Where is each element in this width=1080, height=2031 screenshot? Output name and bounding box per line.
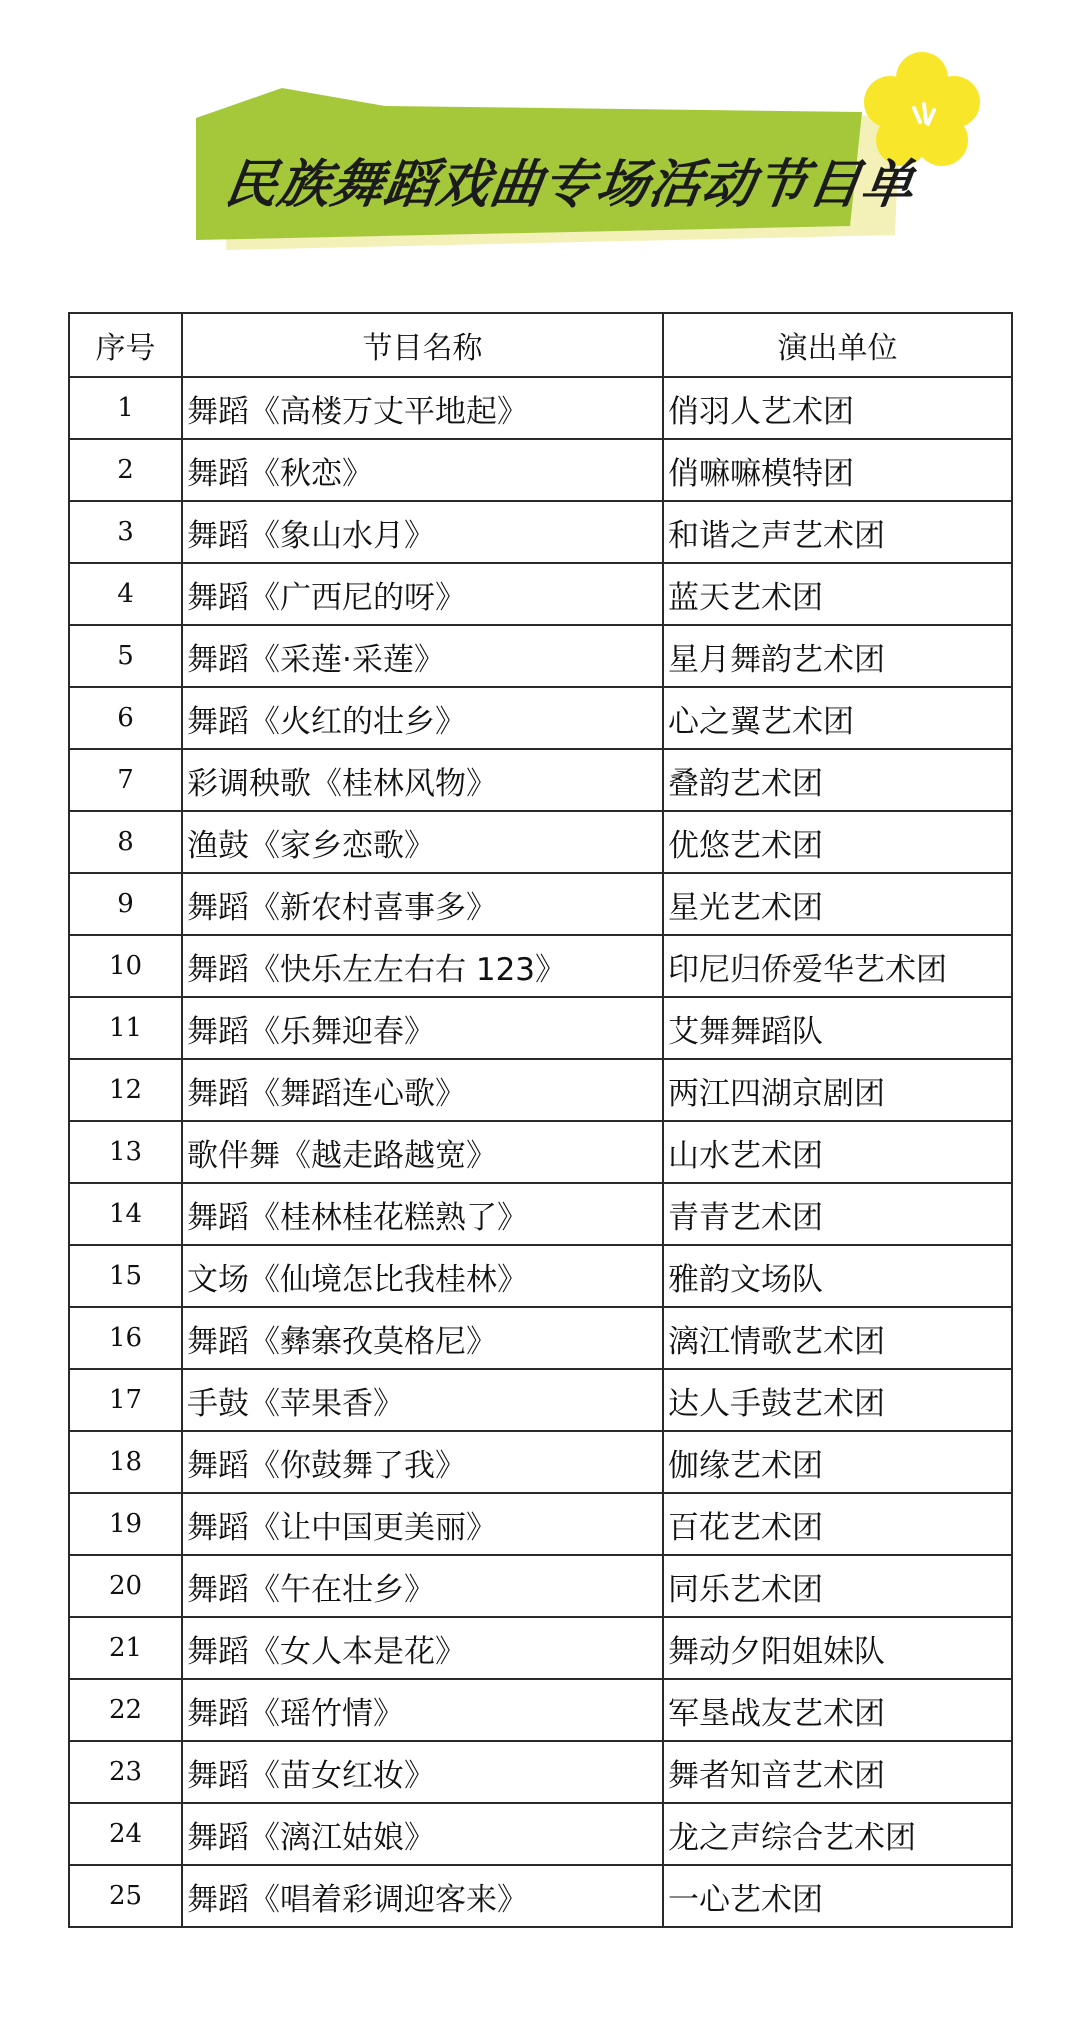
table-row (69, 501, 1012, 563)
program-name-cell: 舞蹈《午在壮乡》 (182, 1555, 663, 1617)
program-name-cell: 舞蹈《高楼万丈平地起》 (182, 377, 663, 439)
serial-number-cell: 14 (69, 1183, 182, 1245)
performing-unit-cell: 心之翼艺术团 (663, 687, 1012, 749)
performing-unit-cell: 百花艺术团 (663, 1493, 1012, 1555)
header-program-name: 节目名称 (182, 313, 663, 377)
program-name-cell: 舞蹈《唱着彩调迎客来》 (182, 1865, 663, 1927)
performing-unit-cell: 舞者知音艺术团 (663, 1741, 1012, 1803)
serial-number-cell: 25 (69, 1865, 182, 1927)
table-row (69, 687, 1012, 749)
serial-number-cell: 20 (69, 1555, 182, 1617)
serial-number-cell: 13 (69, 1121, 182, 1183)
program-name-cell: 渔鼓《家乡恋歌》 (182, 811, 663, 873)
program-name-cell: 舞蹈《广西尼的呀》 (182, 563, 663, 625)
serial-number-cell: 7 (69, 749, 182, 811)
program-name-cell: 歌伴舞《越走路越宽》 (182, 1121, 663, 1183)
serial-number-cell: 11 (69, 997, 182, 1059)
table-row (69, 1431, 1012, 1493)
performing-unit-cell: 伽缘艺术团 (663, 1431, 1012, 1493)
performing-unit-cell: 青青艺术团 (663, 1183, 1012, 1245)
table-row (69, 1741, 1012, 1803)
serial-number-cell: 17 (69, 1369, 182, 1431)
serial-number-cell: 24 (69, 1803, 182, 1865)
table-row (69, 1245, 1012, 1307)
table-row (69, 1369, 1012, 1431)
serial-number-cell: 1 (69, 377, 182, 439)
serial-number-cell: 23 (69, 1741, 182, 1803)
program-name-cell: 舞蹈《新农村喜事多》 (182, 873, 663, 935)
program-name-cell: 手鼓《苹果香》 (182, 1369, 663, 1431)
table-row (69, 811, 1012, 873)
table-row (69, 873, 1012, 935)
performing-unit-cell: 龙之声综合艺术团 (663, 1803, 1012, 1865)
performing-unit-cell: 优悠艺术团 (663, 811, 1012, 873)
page-title: 民族舞蹈戏曲专场活动节目单 (221, 155, 919, 215)
program-name-cell: 彩调秧歌《桂林风物》 (182, 749, 663, 811)
serial-number-cell: 12 (69, 1059, 182, 1121)
performing-unit-cell: 雅韵文场队 (663, 1245, 1012, 1307)
performing-unit-cell: 星光艺术团 (663, 873, 1012, 935)
program-name-cell: 舞蹈《瑶竹情》 (182, 1679, 663, 1741)
table-row (69, 749, 1012, 811)
table-row (69, 439, 1012, 501)
header-performing-unit: 演出单位 (663, 313, 1012, 377)
table-row (69, 935, 1012, 997)
performing-unit-cell: 印尼归侨爱华艺术团 (663, 935, 1012, 997)
performing-unit-cell: 叠韵艺术团 (663, 749, 1012, 811)
table-row (69, 1307, 1012, 1369)
performing-unit-cell: 俏嘛嘛模特团 (663, 439, 1012, 501)
serial-number-cell: 19 (69, 1493, 182, 1555)
banner-graphic (0, 0, 1080, 280)
serial-number-cell: 6 (69, 687, 182, 749)
serial-number-cell: 16 (69, 1307, 182, 1369)
program-name-cell: 舞蹈《你鼓舞了我》 (182, 1431, 663, 1493)
table-row (69, 1679, 1012, 1741)
table-row (69, 377, 1012, 439)
table-row (69, 1493, 1012, 1555)
performing-unit-cell: 军垦战友艺术团 (663, 1679, 1012, 1741)
program-name-cell: 舞蹈《女人本是花》 (182, 1617, 663, 1679)
performing-unit-cell: 艾舞舞蹈队 (663, 997, 1012, 1059)
table-row (69, 1803, 1012, 1865)
table-row (69, 997, 1012, 1059)
program-name-cell: 舞蹈《让中国更美丽》 (182, 1493, 663, 1555)
program-name-cell: 舞蹈《漓江姑娘》 (182, 1803, 663, 1865)
performing-unit-cell: 同乐艺术团 (663, 1555, 1012, 1617)
program-name-cell: 舞蹈《乐舞迎春》 (182, 997, 663, 1059)
serial-number-cell: 10 (69, 935, 182, 997)
table-row (69, 1059, 1012, 1121)
table-header-row (69, 313, 1012, 377)
serial-number-cell: 22 (69, 1679, 182, 1741)
performing-unit-cell: 一心艺术团 (663, 1865, 1012, 1927)
program-name-cell: 舞蹈《舞蹈连心歌》 (182, 1059, 663, 1121)
serial-number-cell: 4 (69, 563, 182, 625)
table-row (69, 1555, 1012, 1617)
table-row (69, 1617, 1012, 1679)
table-row (69, 1865, 1012, 1927)
header-serial-number: 序号 (69, 313, 182, 377)
program-name-cell: 舞蹈《秋恋》 (182, 439, 663, 501)
program-name-cell: 舞蹈《火红的壮乡》 (182, 687, 663, 749)
serial-number-cell: 18 (69, 1431, 182, 1493)
serial-number-cell: 2 (69, 439, 182, 501)
performing-unit-cell: 达人手鼓艺术团 (663, 1369, 1012, 1431)
performing-unit-cell: 和谐之声艺术团 (663, 501, 1012, 563)
title-banner (0, 0, 1080, 280)
serial-number-cell: 3 (69, 501, 182, 563)
serial-number-cell: 5 (69, 625, 182, 687)
serial-number-cell: 8 (69, 811, 182, 873)
program-name-cell: 舞蹈《采莲·采莲》 (182, 625, 663, 687)
serial-number-cell: 15 (69, 1245, 182, 1307)
performing-unit-cell: 舞动夕阳姐妹队 (663, 1617, 1012, 1679)
program-name-cell: 舞蹈《快乐左左右右 123》 (182, 935, 663, 997)
performing-unit-cell: 漓江情歌艺术团 (663, 1307, 1012, 1369)
table-row (69, 1121, 1012, 1183)
program-table (68, 312, 1013, 1928)
performing-unit-cell: 两江四湖京剧团 (663, 1059, 1012, 1121)
program-name-cell: 舞蹈《象山水月》 (182, 501, 663, 563)
program-name-cell: 舞蹈《苗女红妆》 (182, 1741, 663, 1803)
program-name-cell: 舞蹈《桂林桂花糕熟了》 (182, 1183, 663, 1245)
performing-unit-cell: 俏羽人艺术团 (663, 377, 1012, 439)
performing-unit-cell: 山水艺术团 (663, 1121, 1012, 1183)
table-row (69, 1183, 1012, 1245)
table-row (69, 625, 1012, 687)
performing-unit-cell: 星月舞韵艺术团 (663, 625, 1012, 687)
table-row (69, 563, 1012, 625)
program-name-cell: 舞蹈《彝寨孜莫格尼》 (182, 1307, 663, 1369)
program-name-cell: 文场《仙境怎比我桂林》 (182, 1245, 663, 1307)
serial-number-cell: 21 (69, 1617, 182, 1679)
performing-unit-cell: 蓝天艺术团 (663, 563, 1012, 625)
serial-number-cell: 9 (69, 873, 182, 935)
